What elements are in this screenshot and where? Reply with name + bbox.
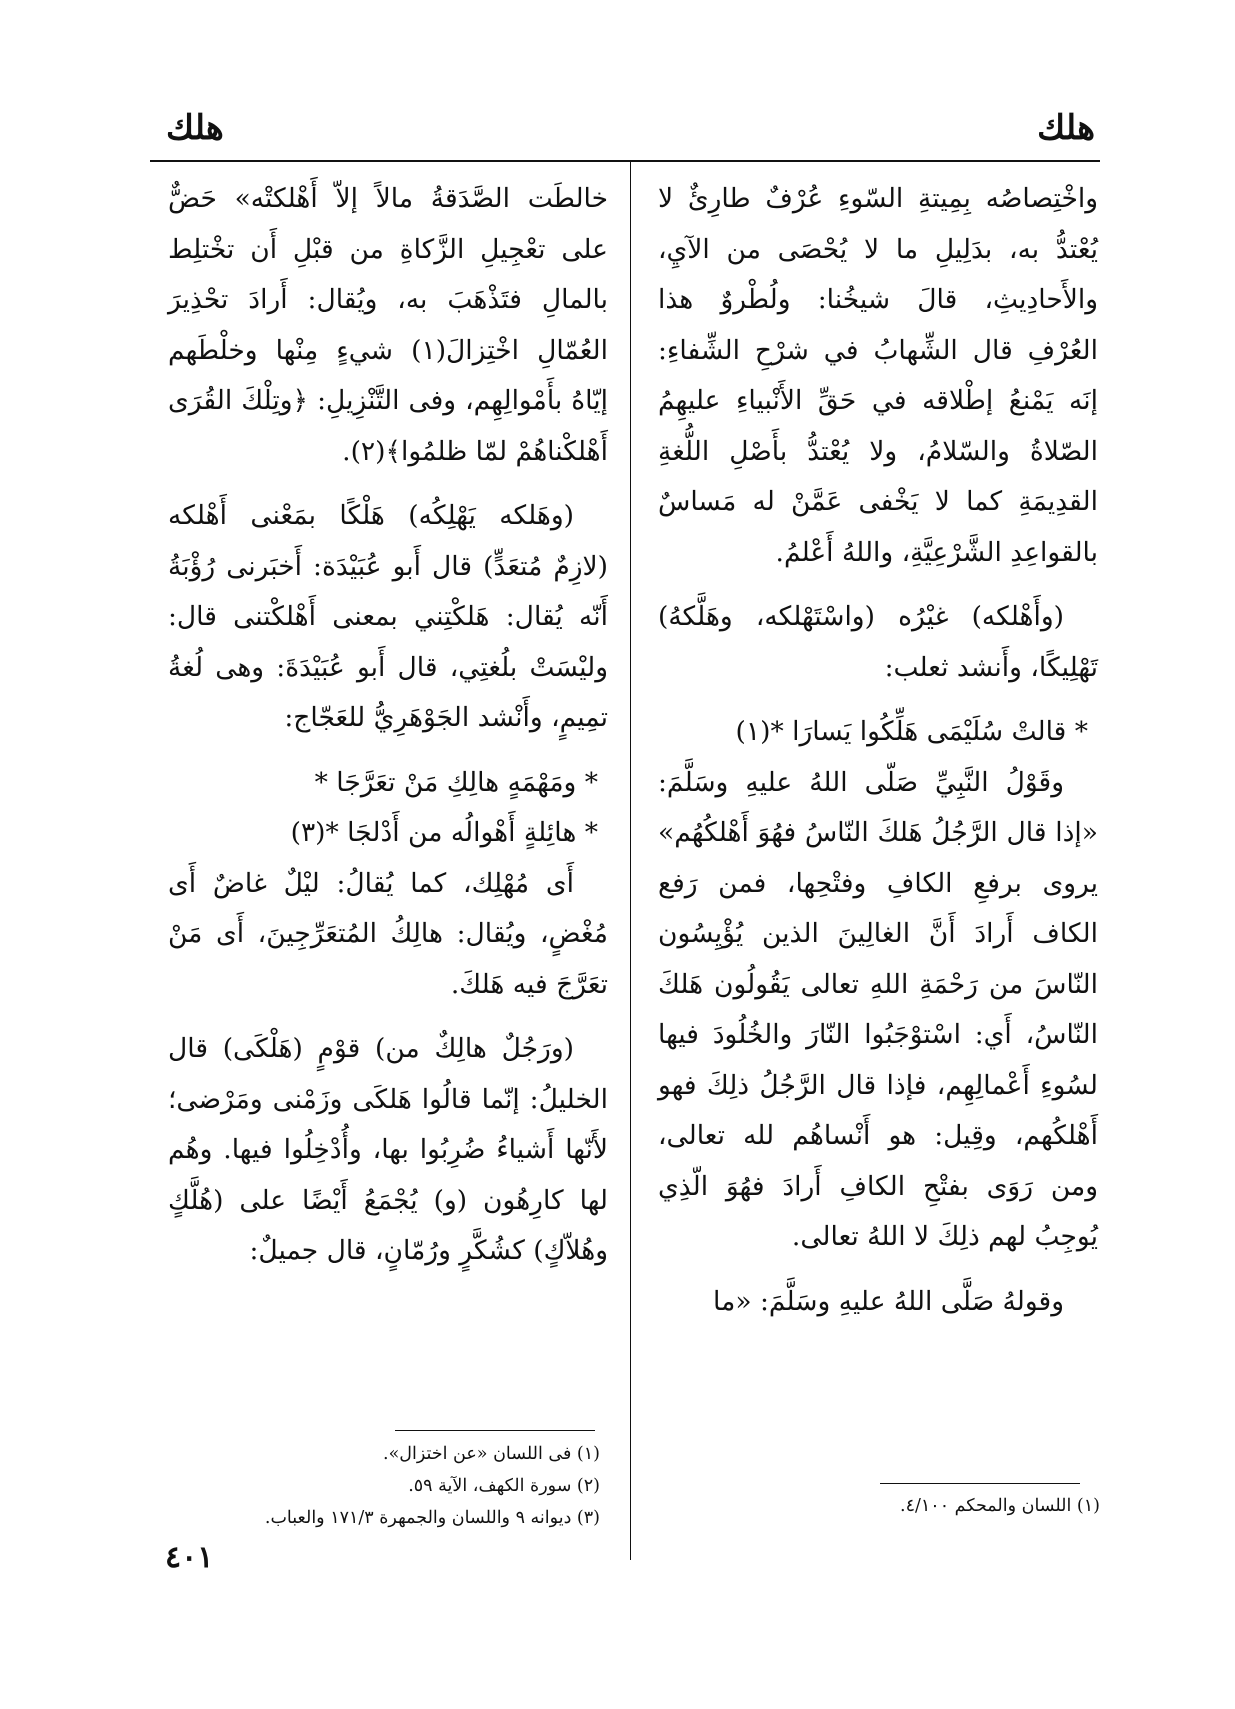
paragraph: واخْتِصاصُه بِمِيتةِ السّوءِ عُرْفٌ طارِئٌ لا يُعْتدُّ به، بدَلِيلِ ما لا يُحْصَى من الآيِ، والأَحادِيثِ، قالَ شيخُنا: ولُطْروٌ هذا العُرْفِ قال الشِّهابُ في شرْحِ الشِّفاءِ: إنَه يَمْنعُ إطْلاقه في حَقِّ الأَنْبياءِ عليهِمُ الصّلاةُ والسّلامُ، ولا يُعْتدُّ بأَصْلِ اللُّغةِ القدِيمَةِ كما لا يَخْفى عَمَّنْ له مَساسٌ بالقواعِدِ الشَّرْعِيَّةِ، واللهُ أَعْلمُ.: [658, 183, 1098, 568]
footnotes-right: [680, 1490, 1100, 1522]
paragraph: (وهَلكه يَهْلِكُه) هَلْكًا بمَعْنى أَهْلكه (لازِمٌ مُتعَدٍّ) قال أَبو عُبَيْدَة: أَخبَرنى رُؤْبَةُ أَنّه يُقال: هَلكْتِني بمعنى أَهْلكْتنى قال: وليْسَتْ بلُغتِي، قال أَبو عُبَيْدَةَ: وهى لُغةُ تمِيمٍ، وأَنْشد الجَوْهَرِيُّ للعَجّاج:: [168, 500, 608, 733]
paragraph: وقَوْلُ النَّبِيِّ صَلّى اللهُ عليهِ وسَلَّمَ: «إذا قال الرَّجُلُ هَلكَ النّاسُ فهُوَ أَهْلكُهُم» يروى برفعِ الكافِ وفتْحِها، فمن رَفع الكاف أَرادَ أَنَّ الغالِينَ الذين يُؤْيِسُون النّاسَ من رَحْمَةِ اللهِ تعالى يَقُولُون هَلكَ النّاسُ، أَي: اسْتوْجَبُوا النّارَ والخُلُودَ فيها لسُوءِ أَعْمالِهِم، فإذا قال الرَّجُلُ ذلِكَ فهو أَهْلكُهم، وقِيل: هو أَنْساهُم لله تعالى، ومن رَوَى بفتْحِ الكافِ أَرادَ فهُوَ الّذِي يُوجِبُ لهم ذلِكَ لا اللهُ تعالى.: [658, 766, 1098, 1252]
paragraph: أَى مُهْلِك، كما يُقالُ: ليْلٌ غاضٌ أَى مُغْضٍ، ويُقال: هالِكُ المُتعَرِّجِينَ، أَى مَنْ تعَرَّجَ فيه هَلكَ.: [168, 867, 608, 1000]
footnotes-left: [180, 1438, 600, 1534]
header-word-right: هلك: [1037, 108, 1095, 148]
column-divider: [630, 160, 631, 1560]
verse-line: * ومَهْمَهٍ هالِكِ مَنْ تعَرَّجَا *: [314, 766, 598, 798]
verse-line: * قالتْ سُلَيْمَى هَلِّكُوا يَسارَا *(١): [735, 716, 1088, 747]
header-word-left: هلك: [166, 108, 224, 148]
footnote: (٣) ديوانه ٩ واللسان والجمهرة ١٧١/٣ والعباب.: [264, 1508, 600, 1528]
paragraph: وقولهُ صَلَّى اللهُ عليهِ وسَلَّمَ: «ما: [713, 1285, 1064, 1317]
paragraph: (ورَجُلٌ هالِكٌ من) قوْمٍ (هَلْكَى) قال الخليلُ: إنّما قالُوا هَلكَى وزَمْنى ومَرْضى؛ لأَنّها أَشياءُ ضُرِبُوا بها، وأُدْخِلُوا فيها. وهُم لها كارِهُون (و) يُجْمَعُ أَيْضًا على (هُلَّكٍ وهُلاّكٍ) كشُكَّرٍ ورُمّانٍ، قال جميلٌ:: [168, 1033, 608, 1266]
page-number: ٤٠١: [165, 1540, 214, 1575]
footnote-rule-left: [395, 1430, 595, 1431]
header-rule: [150, 160, 1100, 162]
paragraph: (وأَهْلكه) غيْرُه (واسْتَهْلكه، وهَلَّكهُ) تَهْلِيكًا، وأَنشد ثعلب:: [658, 601, 1098, 683]
left-column: [168, 174, 608, 1291]
right-column: [658, 174, 1098, 1341]
footnote: (١) فى اللسان «عن اختزال».: [383, 1444, 600, 1464]
footnote: (١) اللسان والمحكم ٤/١٠٠.: [900, 1496, 1100, 1516]
footnote-rule-right: [880, 1483, 1080, 1484]
footnote: (٢) سورة الكهف، الآية ٥٩.: [408, 1476, 600, 1496]
paragraph: خالطَت الصَّدَقةُ مالاً إلاّ أَهْلكتْه» حَضٌّ على تعْجِيلِ الزَّكاةِ من قبْلِ أَن تخْتلِط بالمالِ فتَذْهَبَ به، ويُقال: أَرادَ تحْذِيرَ العُمّالِ اخْتِزالَ(١) شيءٍ مِنْها وخلْطَهم إيّاهُ بأَمْوالِهِم، وفى التَّنْزِيلِ: ﴿وتِلْكَ القُرَى أَهْلكْناهُمْ لمّا ظلمُوا﴾(٢).: [168, 183, 608, 467]
verse-line: * هائِلةٍ أَهْوالُه من أَدْلجَا *(٣): [290, 817, 598, 848]
